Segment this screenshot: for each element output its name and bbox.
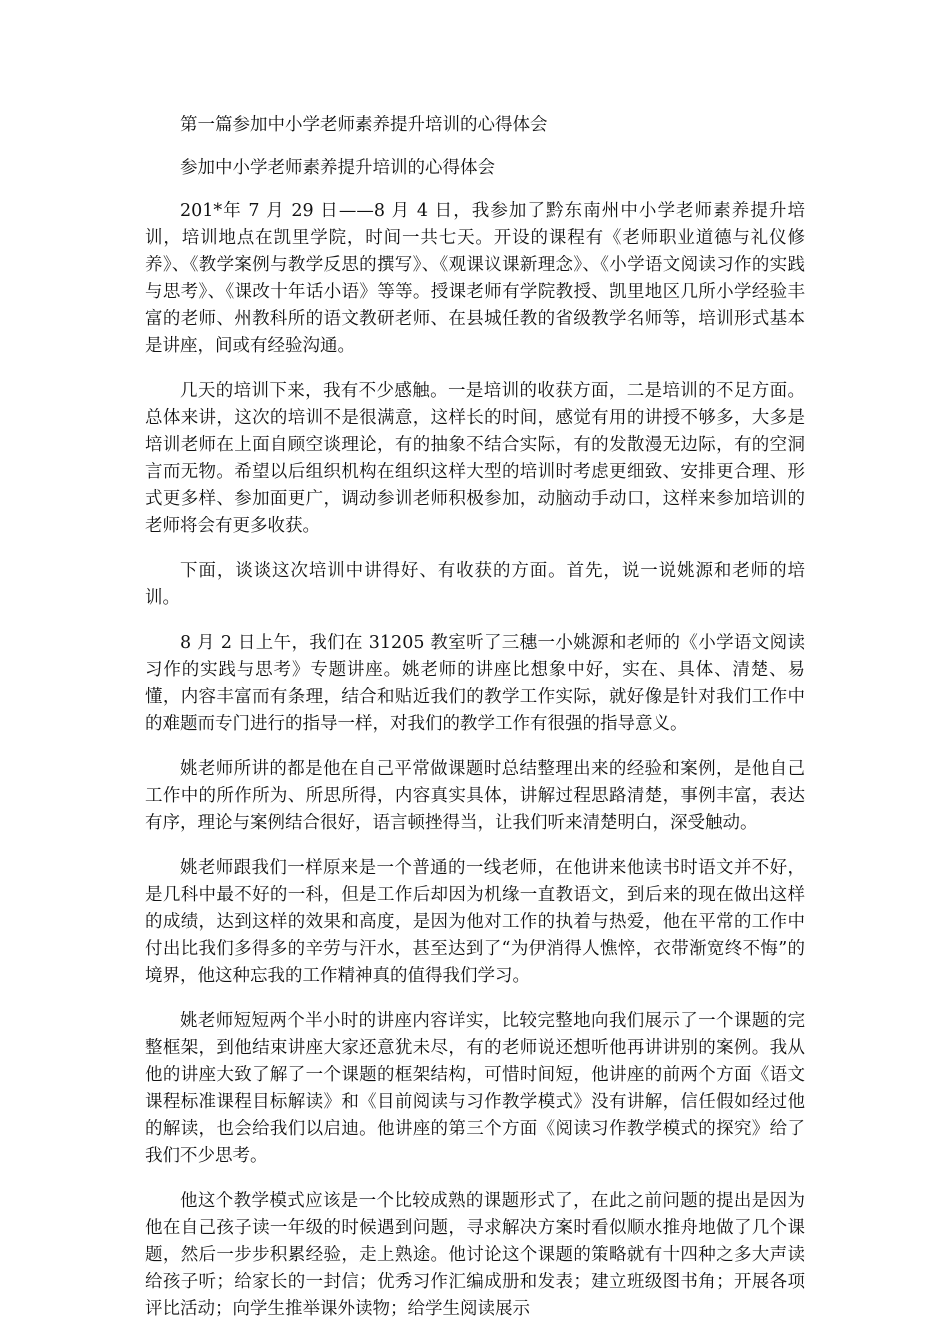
paragraph: 几天的培训下来，我有不少感触。一是培训的收获方面，二是培训的不足方面。总体来讲，这次的培训不是很满意，这样长的时间，感觉有用的讲授不够多，大多是培训老师在上面自顾空谈理论，有的抽象不结合实际，有的发散漫无边际，有的空洞言而无物。希望以后组织机构在组织这样大型的培训时考虑更细致、安排更合理、形式更多样、参加面更广，调动参训老师积极参加，动脑动手动口，这样来参加培训的老师将会有更多收获。: [145, 381, 805, 536]
paragraph: 201*年 7 月 29 日——8 月 4 日，我参加了黔东南州中小学老师素养提升培训，培训地点在凯里学院，时间一共七天。开设的课程有《老师职业道德与礼仪修养》、《教学案例与教学反思的撰写》、《观课议课新理念》、《小学语文阅读习作的实践与思考》、《课改十年话小语》等等。授课老师有学院教授、凯里地区几所小学经验丰富的老师、州教科所的语文教研老师、在县城任教的省级教学名师等，培训形式基本是讲座，间或有经验沟通。: [145, 201, 805, 356]
paragraph: 下面，谈谈这次培训中讲得好、有收获的方面。首先，说一说姚源和老师的培训。: [145, 561, 805, 608]
paragraph: 姚老师跟我们一样原来是一个普通的一线老师，在他讲来他读书时语文并不好，是几科中最不好的一科，但是工作后却因为机缘一直教语文，到后来的现在做出这样的成绩，达到这样的效果和高度，是因为他对工作的执着与热爱，他在平常的工作中付出比我们多得多的辛劳与汗水，甚至达到了“为伊消得人憔悴，衣带渐宽终不悔”的境界，他这种忘我的工作精神真的值得我们学习。: [145, 858, 805, 986]
paragraph: 他这个教学模式应该是一个比较成熟的课题形式了，在此之前问题的提出是因为他在自己孩子读一年级的时候遇到问题，寻求解决方案时看似顺水推舟地做了几个课题，然后一步步积累经验，走上熟途。他讨论这个课题的策略就有十四种之多大声读给孩子听；给家长的一封信；优秀习作汇编成册和发表；建立班级图书角；开展各项评比活动；向学生推举课外读物；给学生阅读展示: [145, 1191, 805, 1319]
paragraph: 姚老师所讲的都是他在自己平常做课题时总结整理出来的经验和案例，是他自己工作中的所作所为、所思所得，内容真实具体，讲解过程思路清楚，事例丰富，表达有序，理论与案例结合很好，语言顿挫得当，让我们听来清楚明白，深受触动。: [145, 759, 805, 833]
paragraph: 8 月 2 日上午，我们在 31205 教室听了三穗一小姚源和老师的《小学语文阅读习作的实践与思考》专题讲座。姚老师的讲座比想象中好，实在、具体、清楚、易懂，内容丰富而有条理，结合和贴近我们的教学工作实际，就好像是针对我们工作中的难题而专门进行的指导一样，对我们的教学工作有很强的指导意义。: [145, 633, 805, 734]
document-subtitle: 参加中小学老师素养提升培训的心得体会: [180, 158, 495, 178]
document-body: [145, 112, 805, 1341]
document-title: 第一篇参加中小学老师素养提升培训的心得体会: [180, 115, 548, 135]
paragraph: 姚老师短短两个半小时的讲座内容详实，比较完整地向我们展示了一个课题的完整框架，到他结束讲座大家还意犹未尽，有的老师说还想听他再讲讲别的案例。我从他的讲座大致了解了一个课题的框架结构，可惜时间短，他讲座的前两个方面《语文课程标准课程目标解读》和《目前阅读与习作教学模式》没有讲解，信任假如经过他的解读，也会给我们以启迪。他讲座的第三个方面《阅读习作教学模式的探究》给了我们不少思考。: [145, 1011, 805, 1166]
